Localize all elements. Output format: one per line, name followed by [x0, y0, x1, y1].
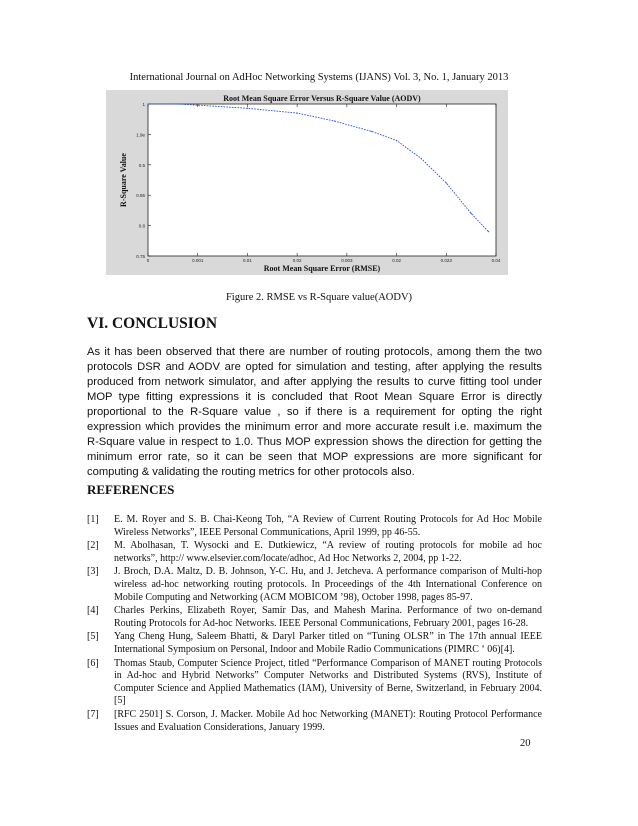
y-axis-label: R-Square Value	[119, 153, 128, 207]
reference-item	[87, 566, 542, 604]
x-tick-label: 0.02	[292, 258, 302, 263]
reference-text: Thomas Staub, Computer Science Project, titled “Performance Comparison of MANET routing Protocols in Ad-hoc and Hybrid Networks” Computer Networks and Distributed Systems (RVS), Institute of Computer Science and Applied Mathematics (IAM), University of Berne, Switzerland, in February 2004.[5]	[114, 657, 542, 707]
rmse-vs-rsquare-chart	[106, 90, 508, 275]
reference-text: E. M. Royer and S. B. Chai-Keong Toh, “A Review of Current Routing Protocols for Ad Hoc Mobile Wireless Networks”, IEEE Personal Communications, April 1999, pp 46-55.	[114, 514, 542, 538]
references-list	[87, 514, 542, 735]
reference-item	[87, 658, 542, 708]
reference-number: [2]	[87, 540, 99, 552]
reference-text: [RFC 2501] S. Corson, J. Macker. Mobile Ad hoc Networking (MANET): Routing Protocol Performance Issues and Evaluation Considerations, January 1999.	[114, 708, 542, 733]
x-tick-label: 0.02	[392, 258, 401, 263]
reference-text: Yang Cheng Hung, Saleem Bhatti, & Daryl Parker titled on “Tuning OLSR” in The 17th annual IEEE International Symposium on Personal, Indoor and Mobile Radio Communications (PIMRC ‘ 06)[4].	[114, 631, 542, 655]
reference-number: [6]	[87, 657, 99, 669]
reference-item	[87, 605, 542, 630]
x-tick-label: 0.023	[440, 258, 452, 263]
reference-text: Charles Perkins, Elizabeth Royer, Samir Das, and Mahesh Marina. Performance of two on-demand Routing Protocols for Ad-hoc Networks. IEEE Personal Communications, February 2001, pages 16-28.	[114, 605, 542, 629]
figure-caption: Figure 2. RMSE vs R-Square value(AODV)	[225, 292, 413, 303]
data-point	[297, 113, 298, 114]
x-tick-label: 0.04	[491, 258, 501, 263]
x-tick-label: 0.001	[192, 258, 204, 263]
data-point	[147, 103, 148, 104]
reference-item	[87, 709, 542, 734]
y-tick-label: 0.5	[138, 162, 145, 168]
figure-chart	[106, 90, 508, 275]
conclusion-paragraph: As it has been observed that there are number of routing protocols, among them the two protocols DSR and AODV are opted for simulation and testing, after applying the results produced from network simulator, and after applying the results to curve fitting tool under MOP type fitting expressions it is concluded that Root Mean Square Error is directly proportional to the R-Square value , so if there is a requirement for opting the right expression which provides the minimum error and more accurate result i.e. maximum the R-Square value in respect to 1.0. Thus MOP expression shows the direction for getting the minimum error rate, so it can be seen that MOP expressions are more significant for computing & validating the routing metrics for other protocols also.	[87, 346, 542, 478]
page-number: 20	[520, 738, 531, 749]
data-point	[446, 182, 447, 183]
y-tick-label: 0.75	[136, 254, 145, 259]
x-tick-label: 0.003	[341, 258, 353, 263]
data-point	[421, 158, 422, 159]
data-point	[371, 131, 372, 132]
x-axis-label: Root Mean Square Error (RMSE)	[263, 264, 381, 273]
y-tick-label: 0.85	[136, 193, 145, 199]
reference-number: [1]	[87, 514, 99, 525]
data-point	[247, 108, 248, 109]
reference-text: J. Broch, D.A. Maltz, D. B. Johnson, Y-C. Hu, and J. Jetcheva. A performance comparison of Multi-hop wireless ad-hoc networking routing protocols. In Proceedings of the 4th International Conference on Mobile Computing and Networking (ACM MOBICOM ’98), October 1998, pages 85-97.	[114, 566, 542, 603]
chart-title: Root Mean Square Error Versus R-Square Value (AODV)	[223, 94, 421, 103]
reference-item	[87, 540, 542, 565]
journal-header: International Journal on AdHoc Networking Systems (IJANS) Vol. 3, No. 1, January 2013	[129, 72, 509, 83]
y-tick-label: 1	[142, 102, 145, 107]
reference-item	[87, 514, 542, 539]
reference-item	[87, 631, 542, 656]
reference-number: [7]	[87, 708, 99, 720]
y-tick-label: 0.8	[138, 223, 145, 229]
references-title: REFERENCES	[87, 482, 175, 497]
reference-number: [5]	[87, 631, 99, 643]
data-point	[197, 105, 198, 106]
data-point	[471, 213, 472, 214]
reference-number: [4]	[87, 605, 99, 617]
reference-text: M. Abolhasan, T. Wysocki and E. Dutkiewicz, “A review of routing protocols for mobile ad hoc networks”, http:// www.elsevier.com/locate/adhoc, Ad Hoc Networks 2, 2004, pp 1-22.	[114, 540, 542, 564]
data-point	[396, 140, 397, 141]
y-tick-label: 1.9e	[136, 132, 145, 138]
data-point	[177, 103, 178, 104]
x-tick-label: 0	[146, 258, 150, 263]
data-point	[334, 120, 335, 121]
x-tick-label: 0.01	[243, 258, 252, 263]
reference-number: [3]	[87, 566, 99, 578]
data-point	[488, 231, 489, 232]
section-title: VI. CONCLUSION	[87, 315, 218, 332]
